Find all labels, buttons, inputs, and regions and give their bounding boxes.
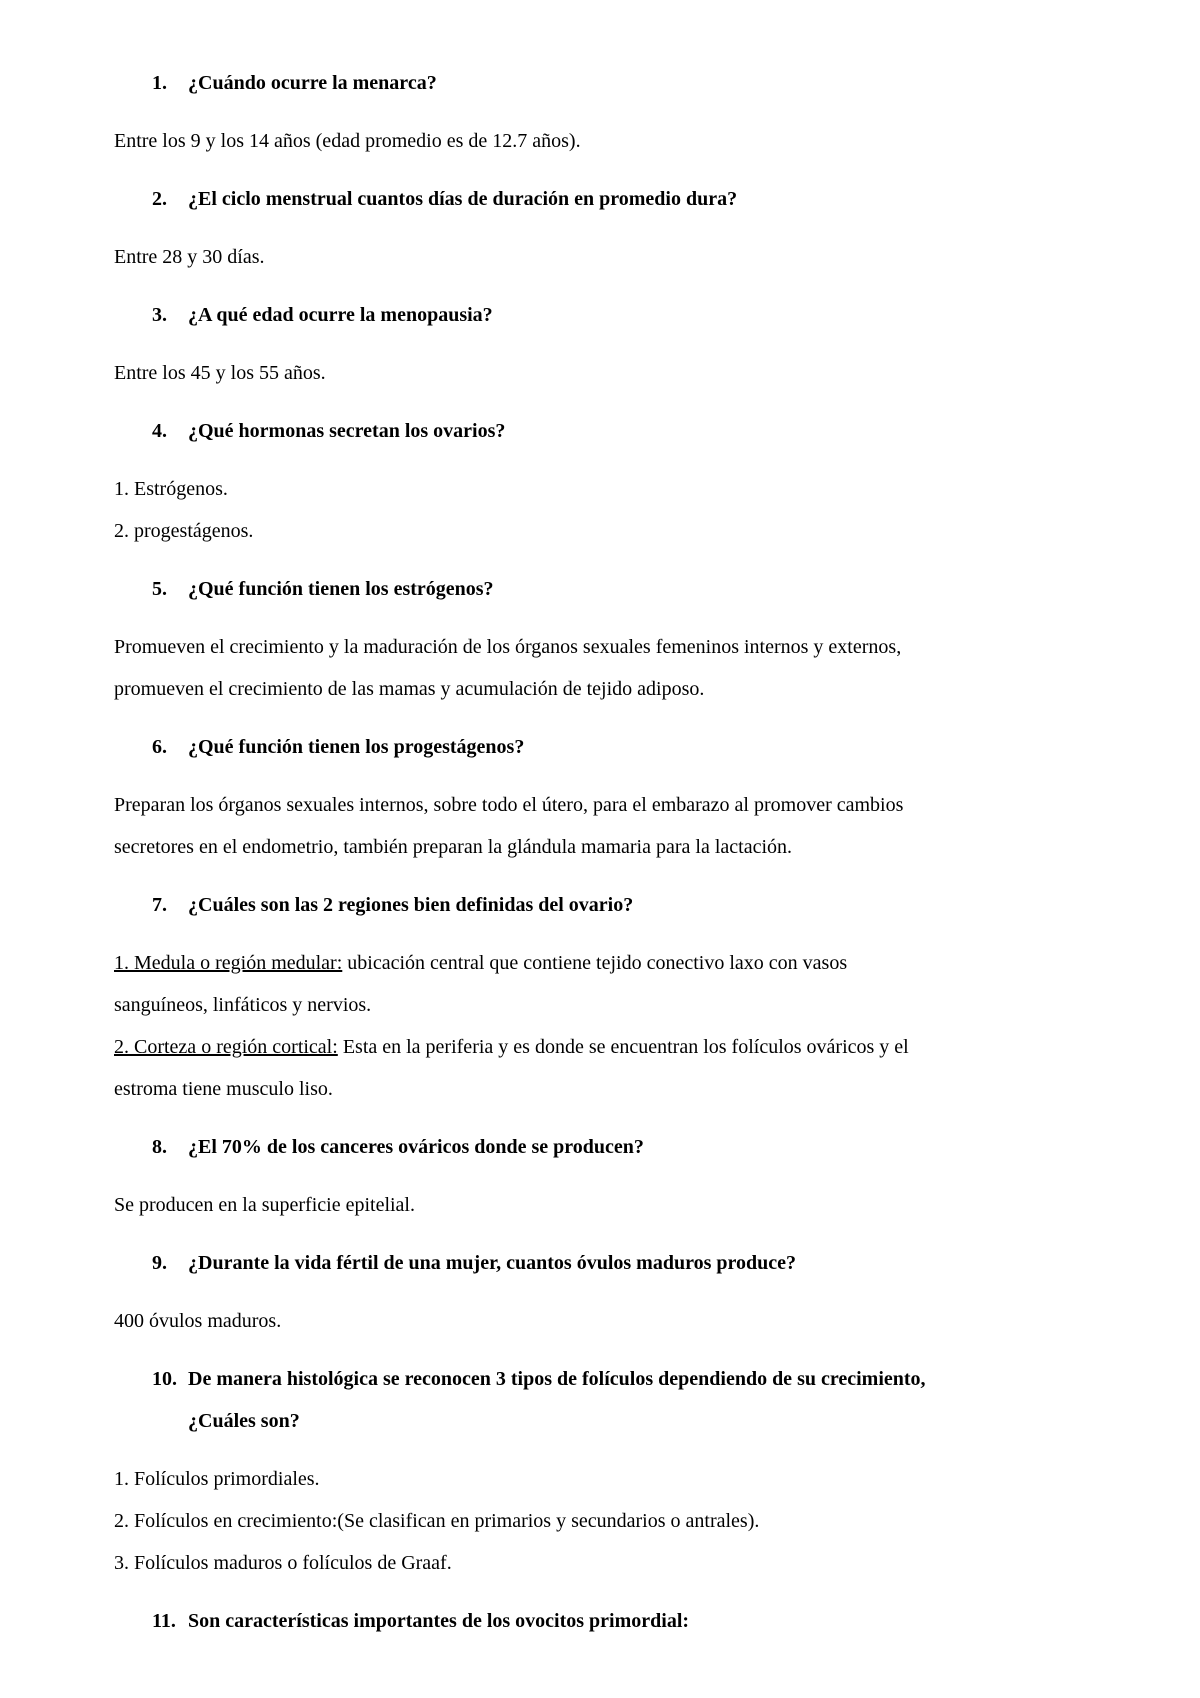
answer-5-line-1: Promueven el crecimiento y la maduración de los órganos sexuales femeninos internos y externos,	[114, 636, 902, 658]
answer-4-line-1: 1. Estrógenos.	[114, 478, 228, 500]
question-text: ¿El 70% de los canceres ováricos donde se producen?	[188, 1136, 644, 1158]
answer-7-item-1	[114, 942, 847, 984]
question-2	[152, 178, 737, 220]
question-10	[152, 1358, 926, 1442]
question-text-cont: ¿Cuáles son?	[188, 1410, 300, 1432]
question-6	[152, 726, 524, 768]
answer-6-line-1: Preparan los órganos sexuales internos, sobre todo el útero, para el embarazo al promover cambios	[114, 794, 904, 816]
question-text: ¿Qué hormonas secretan los ovarios?	[188, 420, 506, 442]
item-text: ubicación central que contiene tejido conectivo laxo con vasos	[342, 952, 848, 974]
question-1	[152, 62, 437, 104]
question-text: ¿Qué función tienen los progestágenos?	[188, 736, 525, 758]
answer-5-line-2: promueven el crecimiento de las mamas y acumulación de tejido adiposo.	[114, 678, 705, 700]
question-3	[152, 294, 493, 336]
question-7	[152, 884, 633, 926]
answer-3: Entre los 45 y los 55 años.	[114, 362, 326, 384]
answer-7-item-1-cont: sanguíneos, linfáticos y nervios.	[114, 994, 372, 1016]
answer-1: Entre los 9 y los 14 años (edad promedio es de 12.7 años).	[114, 130, 581, 152]
question-number: 9.	[152, 1252, 167, 1274]
question-9	[152, 1242, 796, 1284]
answer-6-line-2: secretores en el endometrio, también preparan la glándula mamaria para la lactación.	[114, 836, 793, 858]
answer-10-line-2: 2. Folículos en crecimiento:(Se clasifican en primarios y secundarios o antrales).	[114, 1510, 760, 1532]
question-text: ¿Qué función tienen los estrógenos?	[188, 578, 494, 600]
answer-4-line-2: 2. progestágenos.	[114, 520, 254, 542]
question-text: ¿Cuáles son las 2 regiones bien definidas del ovario?	[188, 894, 634, 916]
question-number: 10.	[152, 1368, 177, 1390]
question-5	[152, 568, 494, 610]
item-label: 1. Medula o región medular:	[114, 952, 343, 974]
question-number: 3.	[152, 304, 167, 326]
question-number: 6.	[152, 736, 167, 758]
question-number: 2.	[152, 188, 167, 210]
question-number: 5.	[152, 578, 167, 600]
question-4	[152, 410, 505, 452]
item-label: 2. Corteza o región cortical:	[114, 1036, 338, 1058]
question-8	[152, 1126, 644, 1168]
question-number: 1.	[152, 72, 167, 94]
answer-2: Entre 28 y 30 días.	[114, 246, 265, 268]
question-text: ¿A qué edad ocurre la menopausia?	[188, 304, 493, 326]
answer-7-item-2-cont: estroma tiene musculo liso.	[114, 1078, 333, 1100]
question-text: ¿El ciclo menstrual cuantos días de duración en promedio dura?	[188, 188, 738, 210]
answer-8: Se producen en la superficie epitelial.	[114, 1194, 415, 1216]
question-number: 8.	[152, 1136, 167, 1158]
item-text: Esta en la periferia y es donde se encuentran los folículos ováricos y el	[337, 1036, 909, 1058]
answer-10-line-3: 3. Folículos maduros o folículos de Graaf.	[114, 1552, 452, 1574]
question-text: Son características importantes de los ovocitos primordial:	[188, 1610, 690, 1632]
question-number: 4.	[152, 420, 167, 442]
question-11	[152, 1600, 689, 1642]
answer-7-item-2	[114, 1026, 909, 1068]
answer-9: 400 óvulos maduros.	[114, 1310, 282, 1332]
question-number: 7.	[152, 894, 167, 916]
question-number: 11.	[152, 1610, 176, 1632]
answer-10-line-1: 1. Folículos primordiales.	[114, 1468, 320, 1490]
question-text: ¿Durante la vida fértil de una mujer, cuantos óvulos maduros produce?	[188, 1252, 797, 1274]
question-text: De manera histológica se reconocen 3 tipos de folículos dependiendo de su crecimiento,	[188, 1368, 926, 1390]
question-text: ¿Cuándo ocurre la menarca?	[188, 72, 437, 94]
